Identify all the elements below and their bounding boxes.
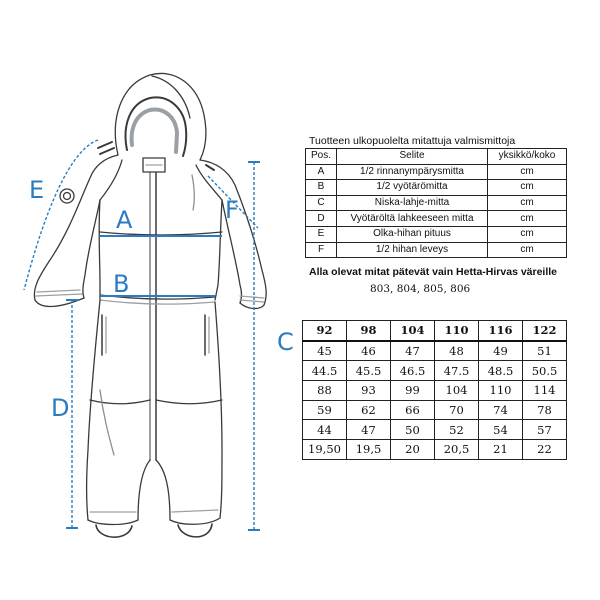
sleeve-badge	[60, 189, 74, 203]
spec-table	[305, 148, 567, 258]
size-cell: 44.5	[303, 361, 347, 381]
size-row	[303, 400, 567, 420]
size-cell: 45.5	[347, 361, 391, 381]
size-row	[303, 361, 567, 381]
size-cell: 50.5	[523, 361, 567, 381]
spec-cell-unit: cm	[488, 164, 567, 180]
size-cell: 74	[479, 400, 523, 420]
size-header-cell: 122	[523, 321, 567, 341]
spec-row	[306, 211, 567, 227]
spec-cell-unit: cm	[488, 195, 567, 211]
size-cell: 66	[391, 400, 435, 420]
size-cell: 99	[391, 381, 435, 401]
size-cell: 45	[303, 341, 347, 361]
size-cell: 22	[523, 440, 567, 460]
size-header-cell: 104	[391, 321, 435, 341]
size-row	[303, 381, 567, 401]
spec-row	[306, 180, 567, 196]
spec-header-pos: Pos.	[306, 149, 337, 165]
spec-cell-unit: cm	[488, 226, 567, 242]
size-cell: 50	[391, 420, 435, 440]
size-cell: 46.5	[391, 361, 435, 381]
spec-row	[306, 242, 567, 258]
spec-cell-pos: C	[306, 195, 337, 211]
size-cell: 93	[347, 381, 391, 401]
spec-cell-unit: cm	[488, 242, 567, 258]
size-header-row	[303, 321, 567, 341]
size-cell: 88	[303, 381, 347, 401]
left-leg	[87, 300, 101, 520]
spec-cell-pos: A	[306, 164, 337, 180]
size-cell: 19,50	[303, 440, 347, 460]
size-header-cell: 98	[347, 321, 391, 341]
spec-cell-selite: Olka-hihan pituus	[337, 226, 488, 242]
spec-header-selite: Selite	[337, 149, 488, 165]
size-cell: 47.5	[435, 361, 479, 381]
left-shoulder	[34, 155, 118, 300]
spec-header-unit: yksikkö/koko	[488, 149, 567, 165]
size-cell: 78	[523, 400, 567, 420]
size-cell: 48.5	[479, 361, 523, 381]
spec-cell-pos: F	[306, 242, 337, 258]
size-cell: 52	[435, 420, 479, 440]
measure-label-a: A	[116, 206, 133, 234]
size-cell: 49	[479, 341, 523, 361]
size-cell: 114	[523, 381, 567, 401]
measure-line-e	[24, 140, 98, 290]
size-cell: 20	[391, 440, 435, 460]
right-cuff	[240, 303, 264, 309]
measure-label-e: E	[29, 176, 45, 204]
size-header-cell: 110	[435, 321, 479, 341]
right-foot-strap	[178, 524, 212, 537]
right-leg	[215, 302, 222, 518]
size-cell: 51	[523, 341, 567, 361]
spec-cell-pos: D	[306, 211, 337, 227]
measure-label-c: C	[277, 328, 294, 356]
size-row	[303, 341, 567, 361]
size-cell: 21	[479, 440, 523, 460]
size-header-cell: 92	[303, 321, 347, 341]
size-row	[303, 440, 567, 460]
size-cell: 19,5	[347, 440, 391, 460]
size-cell: 104	[435, 381, 479, 401]
size-cell: 47	[391, 341, 435, 361]
spec-title: Tuotteen ulkopuolelta mitattuja valmismittoja	[309, 135, 516, 147]
spec-row	[306, 164, 567, 180]
left-foot-strap	[96, 525, 132, 537]
spec-cell-selite: 1/2 rinnanympärysmitta	[337, 164, 488, 180]
spec-cell-selite: 1/2 vyötärömitta	[337, 180, 488, 196]
spec-cell-selite: Vyötäröltä lahkeeseen mitta	[337, 211, 488, 227]
size-cell: 62	[347, 400, 391, 420]
color-models: 803, 804, 805, 806	[370, 283, 471, 295]
size-cell: 70	[435, 400, 479, 420]
spec-cell-pos: B	[306, 180, 337, 196]
size-cell: 110	[479, 381, 523, 401]
spec-cell-selite: 1/2 hihan leveys	[337, 242, 488, 258]
size-cell: 54	[479, 420, 523, 440]
size-cell: 20,5	[435, 440, 479, 460]
size-header-cell: 116	[479, 321, 523, 341]
size-table	[302, 320, 567, 460]
spec-header-row	[306, 149, 567, 165]
size-cell: 57	[523, 420, 567, 440]
spec-cell-selite: Niska-lahje-mitta	[337, 195, 488, 211]
size-cell: 47	[347, 420, 391, 440]
color-note: Alla olevat mitat pätevät vain Hetta-Hirvas väreille	[309, 266, 558, 278]
spec-cell-unit: cm	[488, 211, 567, 227]
measure-label-d: D	[51, 394, 70, 422]
spec-row	[306, 195, 567, 211]
size-row	[303, 420, 567, 440]
size-cell: 48	[435, 341, 479, 361]
measure-label-b: B	[113, 270, 130, 298]
size-cell: 59	[303, 400, 347, 420]
spec-cell-unit: cm	[488, 180, 567, 196]
size-cell: 44	[303, 420, 347, 440]
size-cell: 46	[347, 341, 391, 361]
spec-cell-pos: E	[306, 226, 337, 242]
measure-label-f: F	[225, 196, 239, 224]
spec-row	[306, 226, 567, 242]
